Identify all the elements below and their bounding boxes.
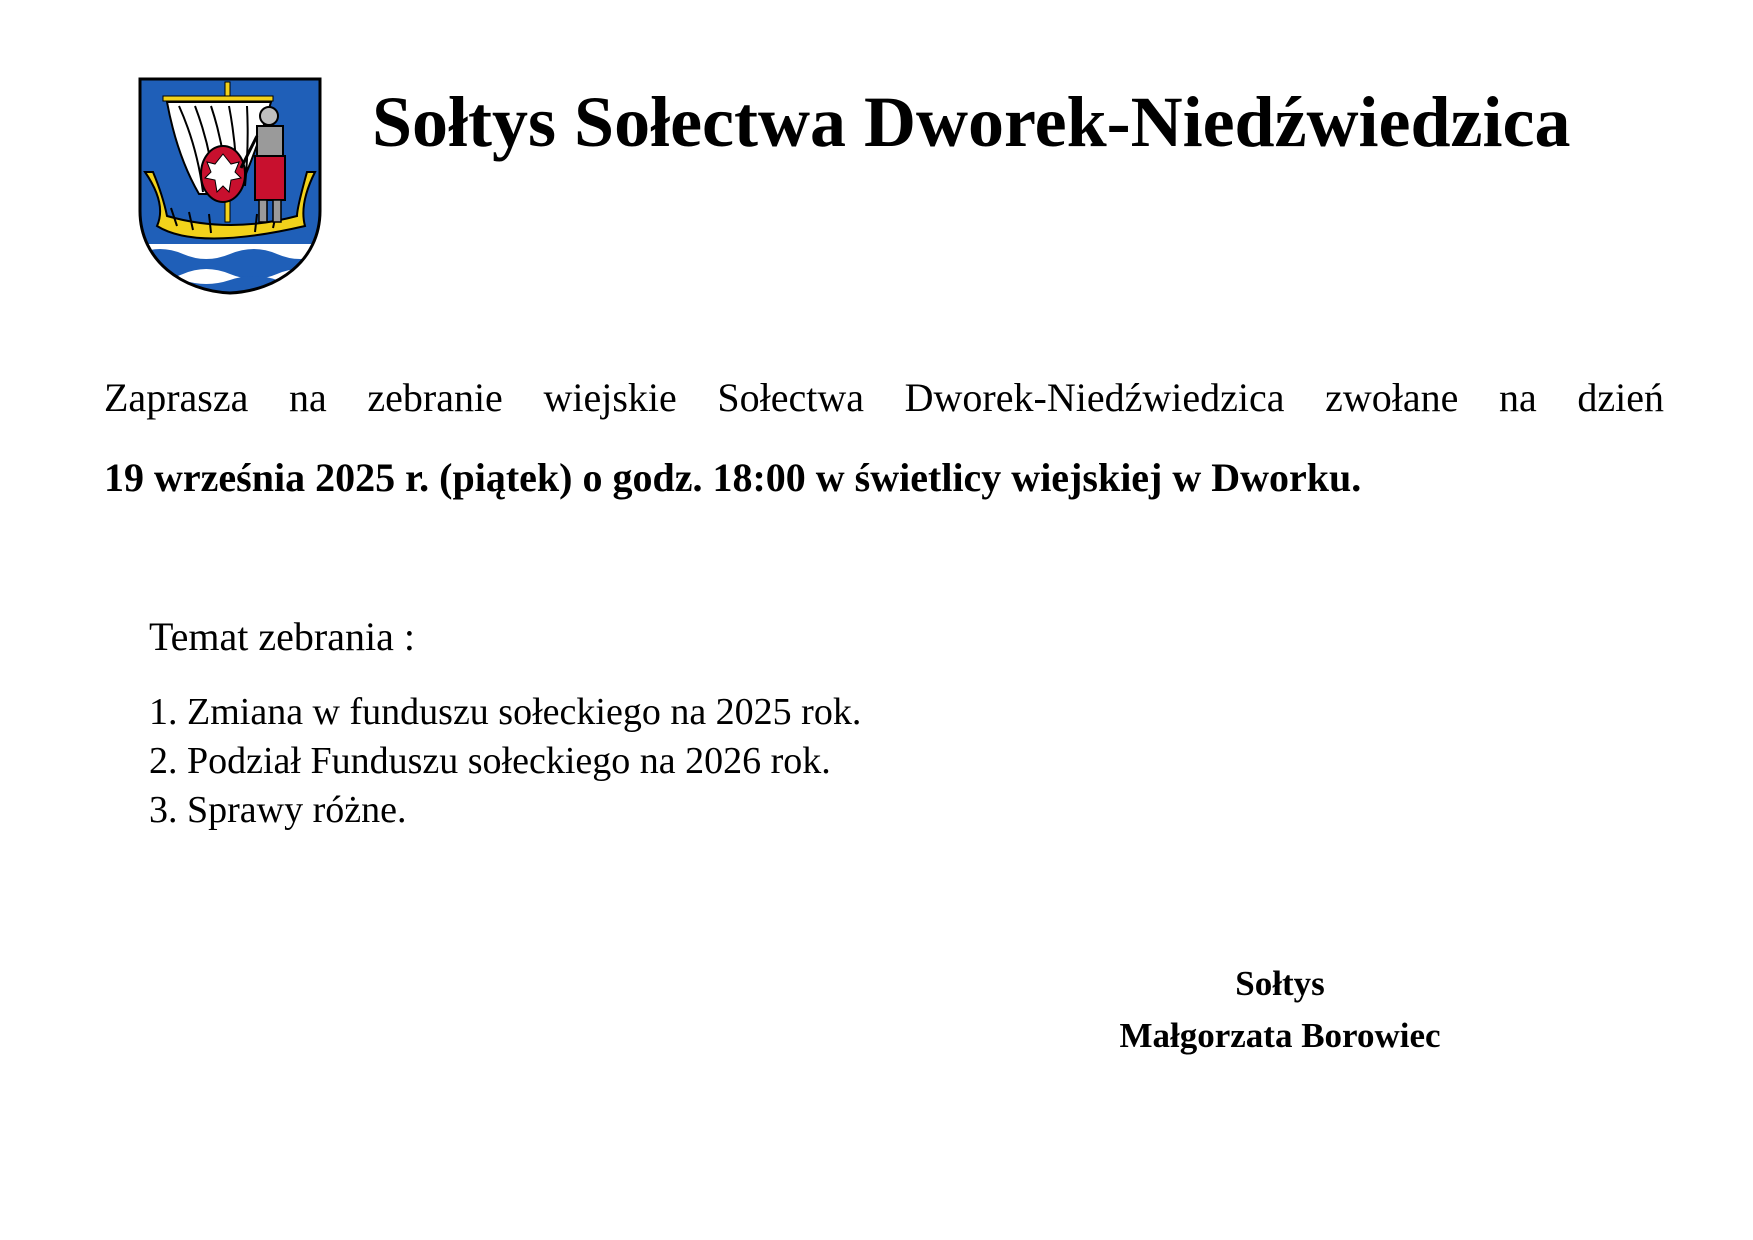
agenda-list	[149, 688, 861, 835]
agenda-item: 1. Zmiana w funduszu sołeckiego na 2025 rok.	[149, 691, 862, 733]
agenda-item: 2. Podział Funduszu sołeckiego na 2026 rok.	[149, 740, 831, 782]
signature-role: Sołtys	[1235, 964, 1325, 1003]
signature-block	[1070, 958, 1490, 1062]
page-title: Sołtys Sołectwa Dworek-Niedźwiedzica	[372, 82, 1571, 162]
invitation-intro: Zaprasza na zebranie wiejskie Sołectwa Dworek-Niedźwiedzica zwołane na dzień	[104, 375, 1664, 420]
agenda-heading: Temat zebrania :	[149, 614, 415, 659]
coat-of-arms-ship-icon	[137, 76, 323, 296]
meeting-date-location: 19 września 2025 r. (piątek) o godz. 18:00 w świetlicy wiejskiej w Dworku.	[104, 455, 1362, 500]
signature-name: Małgorzata Borowiec	[1119, 1016, 1441, 1055]
agenda-item: 3. Sprawy różne.	[149, 789, 407, 831]
